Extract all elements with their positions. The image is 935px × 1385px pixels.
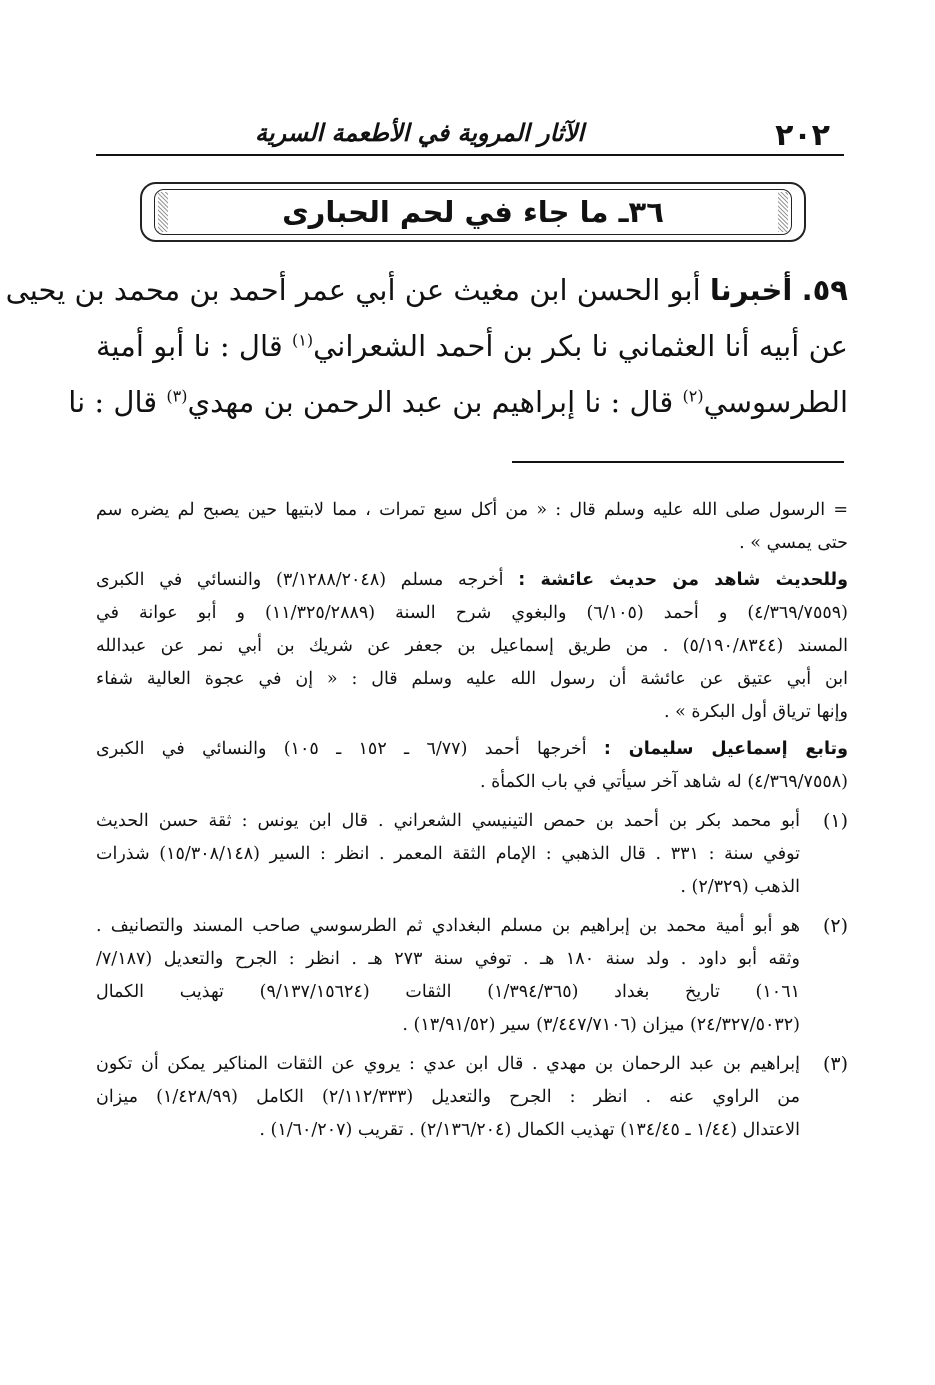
- hadith-keyword: أخبرنا: [709, 273, 793, 307]
- note-continuation: [96, 494, 848, 560]
- frame-ornament-right: [778, 192, 788, 232]
- hadith-line: [96, 318, 848, 374]
- page-header: [96, 100, 844, 156]
- note-label: وللحديث شاهد من حديث عائشة :: [518, 570, 848, 590]
- page-number: ٢٠٢: [775, 118, 830, 153]
- note-line: المسند (٥/١٩٠/٨٣٤٤) . من طريق إسماعيل بن جعفر عن شريك بن أبي نمر عن عبدالله: [96, 636, 848, 656]
- hadith-line-text: الطرسوسي: [703, 385, 848, 419]
- footnote-ref[interactable]: (٢): [682, 386, 704, 406]
- footnote-mark: (٣): [822, 1053, 848, 1075]
- note-line: (٤/٣٦٩/٧٥٥٩) و أحمد (٦/١٠٥) والبغوي شرح السنة (١١/٣٢٥/٢٨٨٩) و أبو عوانة في: [96, 603, 848, 623]
- note-line: وإنها ترياق أول البكرة » .: [664, 702, 848, 722]
- footnote-line: هو أبو أمية محمد بن إبراهيم بن مسلم البغدادي ثم الطرسوسي صاحب المسند والتصانيف .: [96, 916, 800, 936]
- footnote-ref[interactable]: (٣): [166, 386, 188, 406]
- footnote-2: [96, 910, 848, 1042]
- note-follow: [96, 733, 848, 799]
- hadith-line-text: قال : نا: [68, 385, 158, 419]
- footnote-line: من الراوي عنه . انظر : الجرح والتعديل (٢/١١٢/٣٣٣) الكامل (١/٤٢٨/٩٩) ميزان: [96, 1087, 800, 1107]
- footnote-line: وثقه أبو داود . ولد سنة ١٨٠ هـ . توفي سنة ٢٧٣ هـ . انظر : الجرح والتعديل (٧/١٨٧/: [96, 949, 801, 969]
- chapter-title: ٣٦ـ ما جاء في لحم الحبارى: [282, 195, 664, 229]
- footnote-mark: (٢): [822, 915, 848, 937]
- footnote-line: إبراهيم بن عبد الرحمان بن مهدي . قال ابن عدي : يروي عن الثقات المناكير يمكن أن تكون: [96, 1054, 800, 1074]
- chapter-heading-frame: [140, 182, 806, 242]
- note-witness: [96, 564, 848, 729]
- footnote-line: (٢٤/٣٢٧/٥٠٣٢) ميزان (٣/٤٤٧/٧١٠٦) سير (١٣/٩١/٥٢) .: [402, 1015, 800, 1035]
- footnote-ref[interactable]: (١): [292, 330, 314, 350]
- running-title: الآثار المروية في الأطعمة السرية: [254, 118, 584, 147]
- footnote-line: توفي سنة : ٣٣١ . قال الذهبي : الإمام الثقة المعمر . انظر : السير (١٥/٣٠٨/١٤٨) شذرات: [96, 844, 800, 864]
- note-line: حتى يمسي » .: [739, 533, 848, 553]
- hadith-number: ٥٩.: [801, 273, 848, 307]
- hadith-line-text: عن أبيه أنا العثماني نا بكر بن أحمد الشعراني: [313, 329, 848, 363]
- hadith-line-text: قال : نا أبو أمية: [96, 329, 283, 363]
- footnote-line: الذهب (٢/٣٢٩) .: [680, 877, 800, 897]
- header-rule: [96, 154, 844, 156]
- note-line: [96, 564, 848, 597]
- footnote-line: أبو محمد بكر بن أحمد بن حمص التينيسي الشعراني . قال ابن يونس : ثقة حسن الحديث: [96, 811, 800, 831]
- hadith-text: [5, 262, 848, 430]
- note-line: = الرسول صلى الله عليه وسلم قال : « من أكل سبع تمرات ، مما لابتيها حين يصبح لم يضره سم: [96, 500, 848, 520]
- hadith-line-text: قال : نا إبراهيم بن عبد الرحمن بن مهدي: [187, 385, 674, 419]
- footnote-line: ١٠٦١) تاريخ بغداد (١/٣٩٤/٣٦٥) الثقات (٩/١٣٧/١٥٦٢٤) تهذيب الكمال: [96, 982, 800, 1002]
- footnote-line: الاعتدال (١/٤٤ ـ ١٣٤/٤٥) تهذيب الكمال (٢/١٣٦/٢٠٤) . تقريب (١/٦٠/٢٠٧) .: [259, 1120, 800, 1140]
- note-line: (٤/٣٦٩/٧٥٥٨) له شاهد آخر سيأتي في باب الكمأة .: [479, 772, 848, 792]
- hadith-line: [68, 374, 848, 430]
- footnote-mark: (١): [822, 810, 848, 832]
- footnotes-section: [96, 494, 848, 1147]
- note-line-text: أخرجه مسلم (٣/١٢٨٨/٢٠٤٨) والنسائي في الكبرى: [96, 570, 504, 590]
- hadith-line-text: أبو الحسن ابن مغيث عن أبي عمر أحمد بن محمد بن يحيى: [5, 273, 701, 307]
- footnote-1: [96, 805, 848, 904]
- footnote-separator: [512, 461, 844, 463]
- note-line-text: أخرجها أحمد (٦/٧٧ ـ ١٥٢ ـ ١٠٥) والنسائي في الكبرى: [96, 739, 587, 759]
- note-line: [96, 733, 848, 766]
- note-line: ابن أبي عتيق عن عائشة أن رسول الله عليه وسلم قال : « إن في عجوة العالية شفاء: [96, 669, 848, 689]
- frame-ornament-left: [158, 192, 168, 232]
- note-label: وتابع إسماعيل سليمان :: [603, 739, 848, 759]
- hadith-line: [5, 262, 848, 318]
- footnote-3: [96, 1048, 848, 1147]
